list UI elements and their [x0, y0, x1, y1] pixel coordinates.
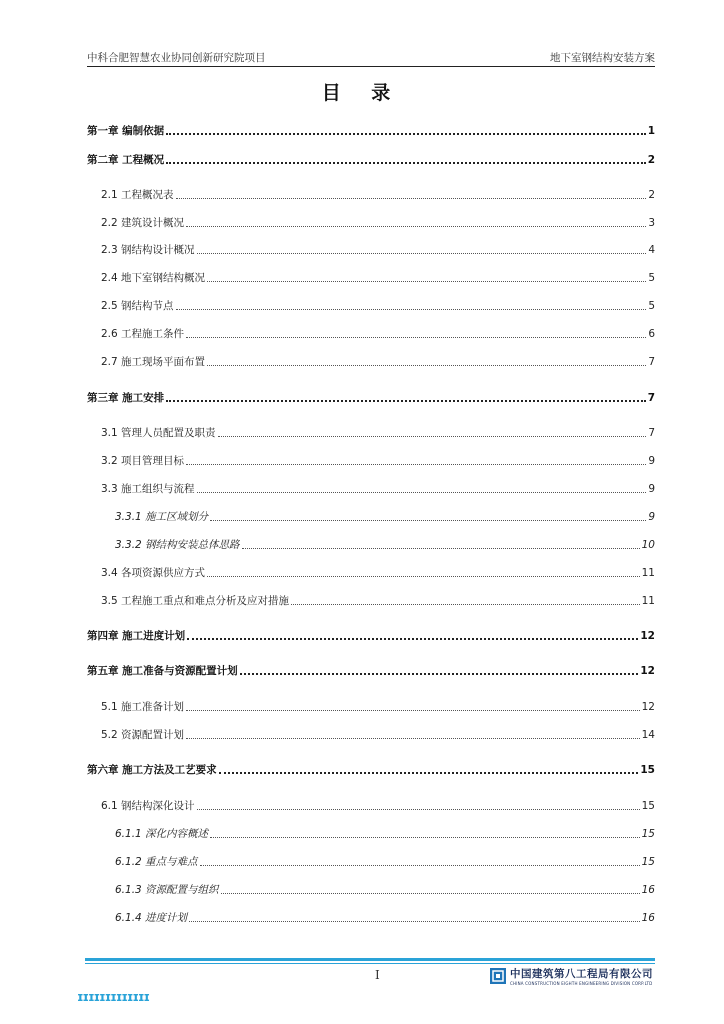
toc-entry[interactable] [87, 297, 655, 313]
toc-entry-label: 5.2 资源配置计划 [101, 729, 185, 741]
page-title: 目 录 [321, 82, 403, 104]
header-project: 中科合肥智慧农业协同创新研究院项目 [87, 52, 266, 64]
toc-entry-label: 2.5 钢结构节点 [101, 300, 174, 312]
toc-entry-page: 1 [647, 125, 655, 137]
toc-entry[interactable] [87, 269, 655, 285]
toc-entry[interactable] [87, 186, 655, 202]
toc-entry[interactable] [87, 662, 655, 678]
toc-entry-label: 2.4 地下室钢结构概况 [101, 272, 206, 284]
toc-entry-label: 第四章 施工进度计划 [87, 630, 186, 642]
toc-entry-page: 2 [647, 154, 655, 166]
toc-leader-dots [186, 225, 646, 227]
toc-leader-dots [186, 737, 640, 739]
toc-entry-label: 6.1.1 深化内容概述 [115, 828, 209, 840]
toc-entry[interactable] [87, 726, 655, 742]
toc-entry-page: 12 [641, 701, 655, 713]
toc-entry[interactable] [87, 389, 655, 405]
toc-entry[interactable] [87, 151, 655, 167]
toc-leader-dots [166, 161, 646, 164]
toc-entry-label: 6.1.2 重点与难点 [115, 856, 198, 868]
toc-entry-page: 4 [648, 244, 655, 256]
toc-entry-label: 2.2 建筑设计概况 [101, 217, 185, 229]
toc-entry-label: 第三章 施工安排 [87, 392, 165, 404]
toc-entry-label: 6.1.4 进度计划 [115, 912, 188, 924]
toc-entry-page: 10 [641, 539, 655, 551]
toc-leader-dots [242, 547, 640, 549]
toc-leader-dots [200, 864, 640, 866]
toc-entry[interactable] [87, 853, 655, 869]
header-doc-title: 地下室钢结构安装方案 [550, 52, 655, 64]
toc-leader-dots [197, 491, 647, 493]
toc-leader-dots [207, 575, 640, 577]
toc-entry-label: 第一章 编制依据 [87, 125, 165, 137]
footer-rule [85, 958, 655, 961]
toc-entry-page: 15 [641, 800, 655, 812]
toc-entry-label: 第二章 工程概况 [87, 154, 165, 166]
toc-entry-label: 5.1 施工准备计划 [101, 701, 185, 713]
toc-entry-page: 9 [648, 455, 655, 467]
toc-entry-page: 9 [648, 511, 655, 523]
toc-leader-dots [291, 603, 640, 605]
toc-entry[interactable] [87, 881, 655, 897]
toc-leader-dots [176, 308, 647, 310]
toc-leader-dots [166, 132, 646, 135]
toc-entry-page: 2 [648, 189, 655, 201]
toc-entry-page: 6 [648, 328, 655, 340]
toc-entry-label: 2.7 施工现场平面布置 [101, 356, 206, 368]
toc-entry-page: 12 [640, 630, 655, 642]
toc-entry-label: 第五章 施工准备与资源配置计划 [87, 665, 238, 677]
toc-entry[interactable] [87, 480, 655, 496]
toc-entry-page: 16 [641, 884, 655, 896]
toc-entry[interactable] [87, 508, 655, 524]
toc-entry[interactable] [87, 825, 655, 841]
toc-entry-label: 3.3 施工组织与流程 [101, 483, 195, 495]
page-header [87, 50, 655, 67]
toc-entry-label: 6.1.3 资源配置与组织 [115, 884, 219, 896]
toc-entry-label: 2.3 钢结构设计概况 [101, 244, 195, 256]
toc-entry-label: 3.2 项目管理目标 [101, 455, 185, 467]
toc-entry-page: 15 [641, 856, 655, 868]
toc-entry-page: 12 [640, 665, 655, 677]
toc-entry[interactable] [87, 698, 655, 714]
toc-entry-page: 11 [641, 595, 655, 607]
toc-entry[interactable] [87, 761, 655, 777]
toc-entry-page: 7 [648, 356, 655, 368]
toc-leader-dots [186, 463, 646, 465]
toc-entry[interactable] [87, 241, 655, 257]
toc-entry[interactable] [87, 564, 655, 580]
toc-entry-page: 3 [648, 217, 655, 229]
toc-entry-page: 15 [641, 828, 655, 840]
toc-leader-dots [166, 399, 646, 402]
toc-entry[interactable] [87, 627, 655, 643]
company-name-cn: 中国建筑第八工程局有限公司 [510, 968, 653, 980]
toc-entry[interactable] [87, 536, 655, 552]
toc-leader-dots [207, 280, 646, 282]
toc-entry[interactable] [87, 353, 655, 369]
toc-entry-label: 3.3.2 钢结构安装总体思路 [115, 539, 240, 551]
watermark: ɪɪɪɪɪɪɪɪɪɪɪɪɪ [77, 990, 150, 1004]
toc-entry-label: 2.1 工程概况表 [101, 189, 174, 201]
toc-entry-label: 第六章 施工方法及工艺要求 [87, 764, 217, 776]
toc-entry[interactable] [87, 797, 655, 813]
toc-leader-dots [186, 336, 646, 338]
toc-leader-dots [176, 197, 647, 199]
toc-entry-label: 3.4 各项资源供应方式 [101, 567, 206, 579]
toc-entry-page: 16 [641, 912, 655, 924]
cscec-logo-icon [490, 968, 506, 984]
toc-leader-dots [187, 637, 638, 640]
toc-leader-dots [186, 709, 640, 711]
toc-entry-label: 3.3.1 施工区域划分 [115, 511, 209, 523]
toc-leader-dots [218, 435, 647, 437]
toc-leader-dots [210, 836, 640, 838]
toc-leader-dots [221, 892, 640, 894]
toc-leader-dots [197, 252, 647, 254]
toc-entry[interactable] [87, 325, 655, 341]
toc-entry-page: 9 [648, 483, 655, 495]
toc-entry-page: 11 [641, 567, 655, 579]
toc-entry-page: 15 [640, 764, 655, 776]
toc-entry-label: 3.1 管理人员配置及职责 [101, 427, 216, 439]
toc-entry[interactable] [87, 122, 655, 138]
toc-entry[interactable] [87, 424, 655, 440]
company-logo [490, 966, 653, 986]
footer-rule-thin [85, 963, 655, 964]
toc-entry-label: 2.6 工程施工条件 [101, 328, 185, 340]
toc-entry-page: 14 [641, 729, 655, 741]
toc-entry-page: 7 [647, 392, 655, 404]
toc-leader-dots [219, 771, 639, 774]
toc-leader-dots [189, 920, 640, 922]
toc-entry-page: 5 [648, 272, 655, 284]
toc-entry-page: 5 [648, 300, 655, 312]
page-number: I [375, 968, 380, 982]
toc-leader-dots [207, 364, 646, 366]
toc-entry-label: 6.1 钢结构深化设计 [101, 800, 195, 812]
toc-leader-dots [240, 672, 639, 675]
toc-leader-dots [197, 808, 640, 810]
toc-entry[interactable] [87, 909, 655, 925]
company-name-en: CHINA CONSTRUCTION EIGHTH ENGINEERING DIVISION CORP.LTD [510, 981, 653, 986]
toc-entry[interactable] [87, 452, 655, 468]
toc-leader-dots [210, 519, 646, 521]
toc-entry-label: 3.5 工程施工重点和难点分析及应对措施 [101, 595, 290, 607]
toc-entry[interactable] [87, 214, 655, 230]
toc-entry-page: 7 [648, 427, 655, 439]
toc-entry[interactable] [87, 592, 655, 608]
